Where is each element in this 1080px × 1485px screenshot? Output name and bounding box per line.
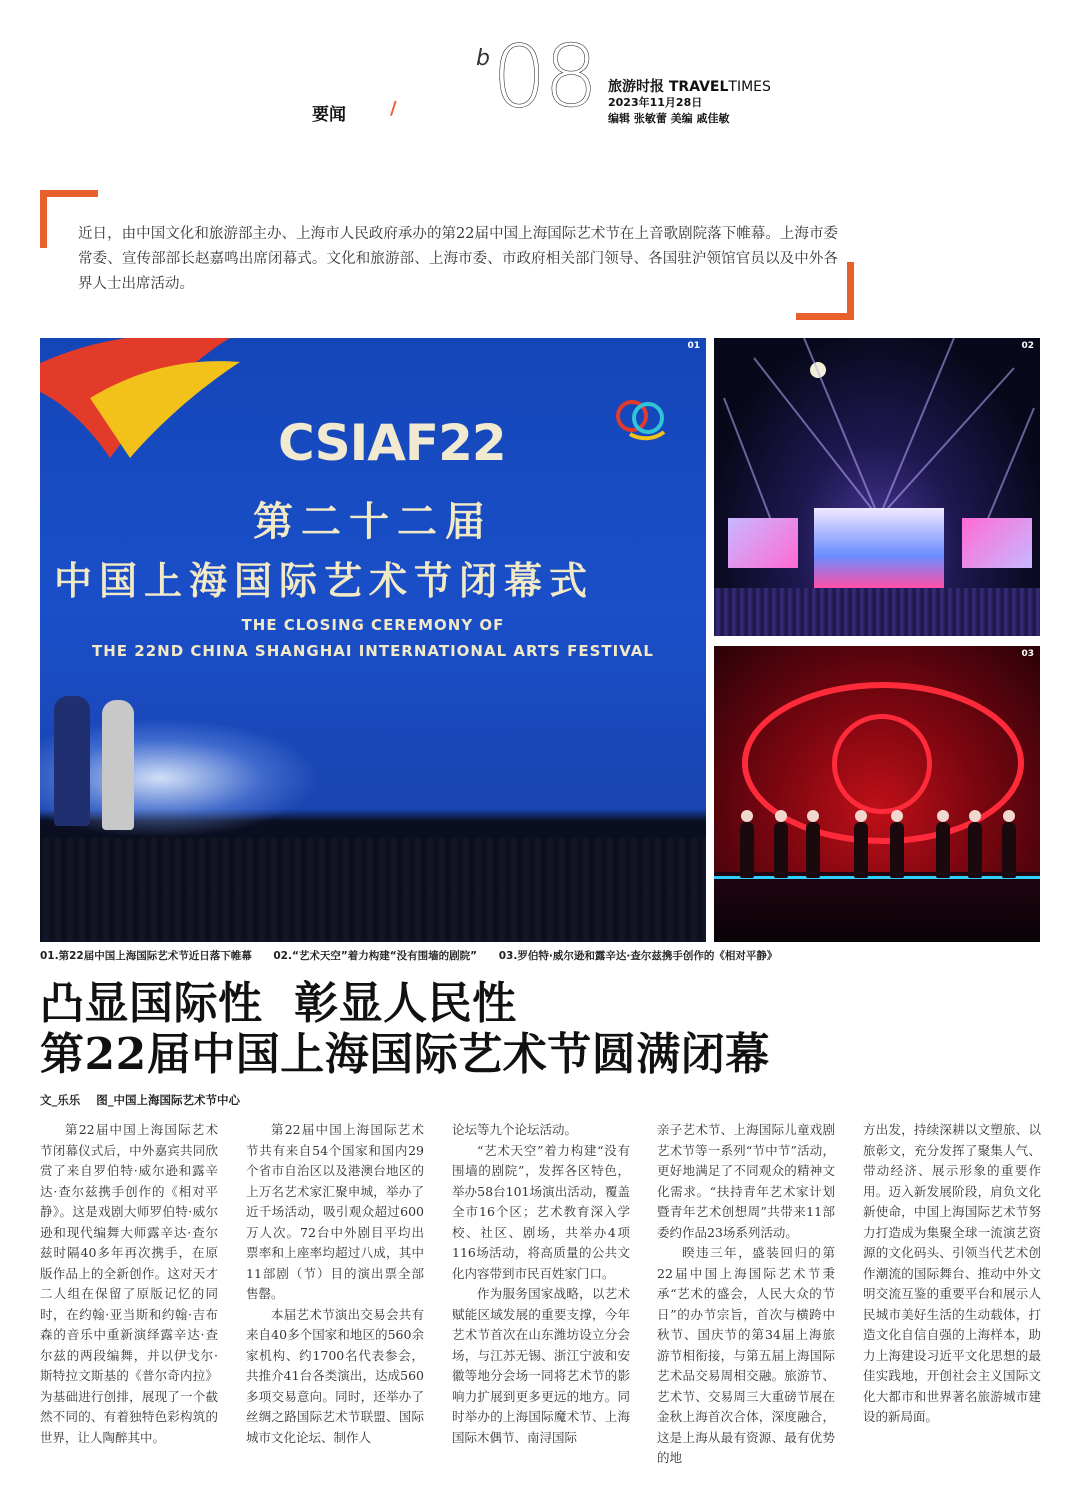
photo-number: 02: [1021, 341, 1034, 351]
bracket-bottom-right: [796, 313, 854, 320]
bracket-top-left: [40, 190, 98, 197]
editors-credit: 编辑 张敏蕾 美编 戚佳敏: [608, 112, 730, 125]
dancer: [890, 822, 904, 878]
byline-photo: 图_中国上海国际艺术节中心: [96, 1093, 240, 1107]
photo-dance-performance: [714, 646, 1040, 942]
paragraph: 论坛等九个论坛活动。: [452, 1122, 578, 1137]
dancer: [968, 822, 982, 878]
paragraph: 本届艺术节演出交易会共有来自40多个国家和地区的560余家机构、约1700名代表参会，共推介41台各类演出，达成560多项交易意向。同时，还举办了丝绸之路国际艺术节联盟、国际城市文化论坛、制作人: [246, 1306, 424, 1445]
ceremony-title-zh-2: 中国上海国际艺术节闭幕式: [54, 559, 595, 603]
festival-logo-icon: [610, 394, 690, 444]
dancer: [806, 822, 820, 878]
article-column-3: [452, 1120, 630, 1448]
ceremony-title-en-1: THE CLOSING CEREMONY OF: [241, 616, 505, 634]
issue-date: 2023年11月28日: [608, 96, 703, 109]
paragraph: 第22届中国上海国际艺术节共有来自54个国家和国内29个省市自治区以及港澳台地区的上万名艺术家汇聚申城，举办了近千场活动，吸引观众超过600万人次。72台中外剧目平均出票率和上座率均超过八成，其中11部剧（节）目的演出票全部售罄。: [246, 1122, 424, 1301]
byline: [40, 1092, 240, 1108]
section-divider: /: [390, 98, 397, 119]
host-figure: [102, 700, 134, 830]
headline: [40, 978, 770, 1080]
crowd: [714, 588, 1040, 636]
floor-light-line: [714, 876, 1040, 879]
led-screen-left: [728, 518, 798, 568]
led-screen-right: [962, 518, 1032, 568]
paragraph: 睽违三年，盛装回归的第22届中国上海国际艺术节秉承“艺术的盛会，人民大众的节日”的办节宗旨，首次与横跨中秋节、国庆节的第34届上海旅游节相衔接，与第五届上海国际艺术品交易周相交融。旅游节、艺术节、交易周三大重磅节展在金秋上海首次合体，深度融合，这是上海从最有资源、最有优势的地: [657, 1245, 835, 1465]
paragraph: 方出发，持续深耕以文塑旅、以旅彰文，充分发挥了聚集人气、带动经济、展示形象的重要作用。迈入新发展阶段，肩负文化新使命，中国上海国际艺术节努力打造成为集聚全球一流演艺资源的文化码头、引领当代艺术创作潮流的国际舞台、推动中外文明交流互鉴的重要平台和展示人民城市美好生活的生动载体，打造文化自信自强的上海样本，助力上海建设习近平文化思想的最佳实践地，开创社会主义国际文化大都市和世界著名旅游城市建设的新局面。: [863, 1122, 1041, 1424]
paragraph: 作为服务国家战略，以艺术赋能区域发展的重要支撑，今年艺术节首次在山东潍坊设立分会场，与江苏无锡、浙江宁波和安徽等地分会场一同将艺术节的影响力扩展到更多更远的地方。同时举办的上海国际魔术节、上海国际木偶节、南浔国际: [452, 1286, 630, 1445]
ceremony-title-zh-1: 第二十二届: [253, 499, 493, 545]
caption-01: 01.第22届中国上海国际艺术节近日落下帷幕: [40, 950, 252, 962]
host-figure: [54, 696, 90, 826]
stage: [814, 508, 944, 588]
caption-02: 02.“艺术天空”着力构建“没有围墙的剧院”: [273, 950, 478, 962]
paragraph: “艺术天空”着力构建“没有围墙的剧院”，发挥各区特色，举办58台101场演出活动，覆盖全市16个区；艺术教育深入学校、社区、剧场，共举办4项116场活动，将高质量的公共文化内容带到市民百姓家门口。: [452, 1142, 630, 1281]
photo-number: 03: [1021, 649, 1034, 659]
article-column-1: [40, 1120, 218, 1448]
stage-floor: [714, 872, 1040, 942]
csiaf-logo-text: CSIAF22: [278, 414, 506, 472]
headline-line-2: 第22届中国上海国际艺术节圆满闭幕: [40, 1029, 770, 1081]
paragraph: 亲子艺术节、上海国际儿童戏剧艺术节等一系列“节中节”活动，更好地满足了不同观众的精神文化需求。“扶持青年艺术家计划暨青年艺术创想周”共带来11部委约作品23场系列活动。: [657, 1122, 835, 1240]
page-prefix: b: [476, 46, 490, 71]
section-label: 要闻: [312, 105, 346, 125]
caption-03: 03.罗伯特·威尔逊和露辛达·查尔兹携手创作的《相对平静》: [498, 950, 778, 962]
byline-author: 文_乐乐: [40, 1093, 81, 1107]
headline-line-1: 凸显国际性 彰显人民性: [40, 978, 517, 1029]
ribbon-graphic: [40, 338, 250, 468]
bracket-bottom-right-vertical: [847, 262, 854, 320]
article-column-4: [657, 1120, 835, 1469]
bracket-top-left-vertical: [40, 190, 47, 248]
eye-pupil: [832, 714, 932, 814]
newspaper-name-cn: 旅游时报: [608, 79, 664, 95]
dancer: [1002, 822, 1016, 878]
dancer: [774, 822, 788, 878]
dancer: [854, 822, 868, 878]
photo-closing-ceremony: [40, 338, 706, 942]
dancer: [936, 822, 950, 878]
article-column-5: [863, 1120, 1041, 1428]
article-column-2: [246, 1120, 424, 1448]
audience: [40, 838, 706, 942]
newspaper-name-en-light: TIMES: [728, 79, 771, 95]
paragraph: 第22届中国上海国际艺术节闭幕仪式后，中外嘉宾共同欣赏了来自罗伯特·威尔逊和露辛达·查尔兹携手创作的《相对平静》。这是戏剧大师罗伯特·威尔逊和现代编舞大师露辛达·查尔兹时隔40多年再次携手，在原版作品上的全新创作。这对天才二人组在保留了原版记忆的同时，在约翰·亚当斯和约翰·吉布森的音乐中重新演绎露辛达·查尔兹的两段编舞，并以伊戈尔·斯特拉文斯基的《普尔奇内拉》为基础进行创排，展现了一个截然不同的、有着独特色彩构筑的世界，让人陶醉其中。: [40, 1122, 218, 1445]
page-number: 08: [492, 27, 596, 127]
ceremony-title-en-2: THE 22ND CHINA SHANGHAI INTERNATIONAL ARTS FESTIVAL: [92, 642, 654, 660]
photo-number: 01: [687, 341, 700, 351]
newspaper-name: [608, 76, 771, 96]
photo-outdoor-stage: [714, 338, 1040, 636]
newspaper-name-en-bold: TRAVEL: [668, 79, 729, 95]
photo-captions: [40, 948, 1040, 963]
intro-paragraph: 近日，由中国文化和旅游部主办、上海市人民政府承办的第22届中国上海国际艺术节在上音歌剧院落下帷幕。上海市委常委、宣传部部长赵嘉鸣出席闭幕式。文化和旅游部、上海市委、市政府相关部门领导、各国驻沪领馆官员以及中外各界人士出席活动。: [78, 226, 838, 292]
dancer: [740, 822, 754, 878]
